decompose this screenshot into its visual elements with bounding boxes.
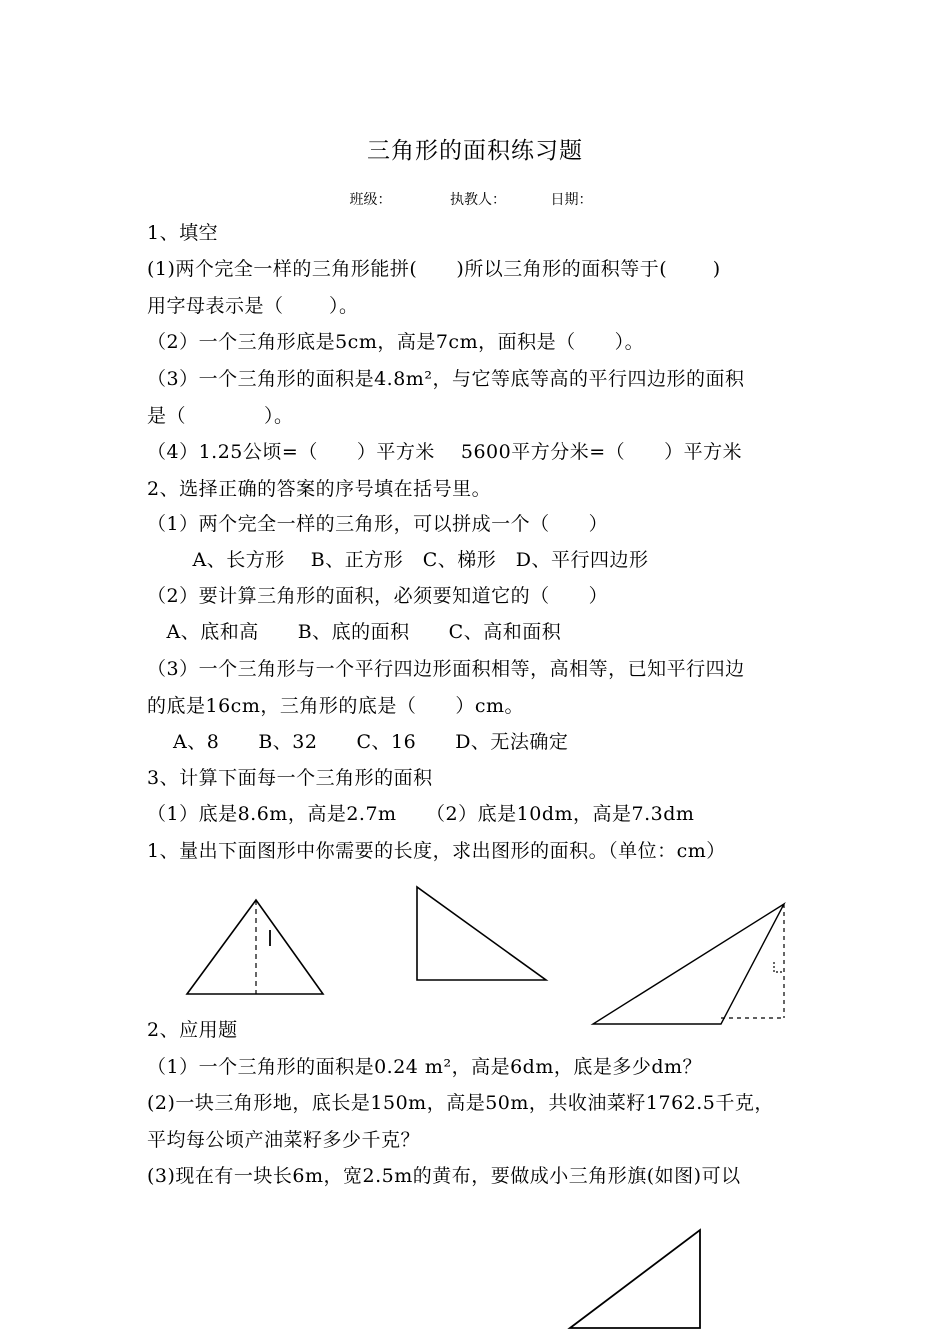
question-line: （1）两个完全一样的三角形，可以拼成一个（ ） — [147, 513, 609, 535]
question-line: 平均每公顷产油菜籽多少千克？ — [147, 1129, 421, 1151]
question-line: （2）一个三角形底是5cm，高是7cm，面积是（ ）。 — [147, 331, 645, 353]
question-line: （3）一个三角形与一个平行四边形面积相等，高相等，已知平行四边 — [147, 658, 745, 680]
triangle-flag-figure — [570, 1230, 700, 1328]
question-line: （1）一个三角形的面积是0.24 m²，高是6dm，底是多少dm？ — [147, 1056, 703, 1078]
question-line: (2)一块三角形地，底长是150m，高是50m，共收油菜籽1762.5千克， — [147, 1092, 774, 1114]
section-application-heading: 2、应用题 — [147, 1019, 238, 1041]
section-fill-heading: 1、填空 — [147, 222, 219, 244]
choice-options: A、长方形 B、正方形 C、梯形 D、平行四边形 — [147, 549, 649, 571]
choice-options: A、底和高 B、底的面积 C、高和面积 — [147, 621, 562, 643]
question-line: 的底是16cm，三角形的底是（ ）cm。 — [147, 695, 524, 717]
triangle-figure-3 — [593, 904, 784, 1024]
question-line: （4）1.25公顷=（ ）平方米 5600平方分米=（ ）平方米 — [147, 441, 743, 463]
date-label: 日期： — [550, 192, 593, 208]
page-title: 三角形的面积练习题 — [367, 138, 583, 164]
question-line: （3）一个三角形的面积是4.8m²，与它等底等高的平行四边形的面积 — [147, 368, 745, 390]
choice-options: A、8 B、32 C、16 D、无法确定 — [147, 731, 569, 753]
question-line: (1)两个完全一样的三角形能拼( )所以三角形的面积等于( ) — [147, 258, 721, 280]
question-line: （1）底是8.6m，高是2.7m （2）底是10dm，高是7.3dm — [147, 803, 695, 825]
question-line: （2）要计算三角形的面积，必须要知道它的（ ） — [147, 585, 609, 607]
section-measure-heading: 1、量出下面图形中你需要的长度，求出图形的面积。（单位：cm） — [147, 840, 726, 862]
section-calc-heading: 3、计算下面每一个三角形的面积 — [147, 767, 433, 789]
question-line: (3)现在有一块长6m，宽2.5m的黄布，要做成小三角形旗(如图)可以 — [147, 1165, 741, 1187]
triangle-figure-1 — [187, 900, 323, 994]
section-choice-heading: 2、选择正确的答案的序号填在括号里。 — [147, 478, 492, 500]
teacher-label: 执教人： — [450, 192, 506, 208]
class-label: 班级： — [349, 192, 392, 208]
question-line: 是（ ）。 — [147, 405, 294, 427]
question-line: 用字母表示是（ ）。 — [147, 295, 359, 317]
triangle-figure-2 — [417, 887, 546, 980]
